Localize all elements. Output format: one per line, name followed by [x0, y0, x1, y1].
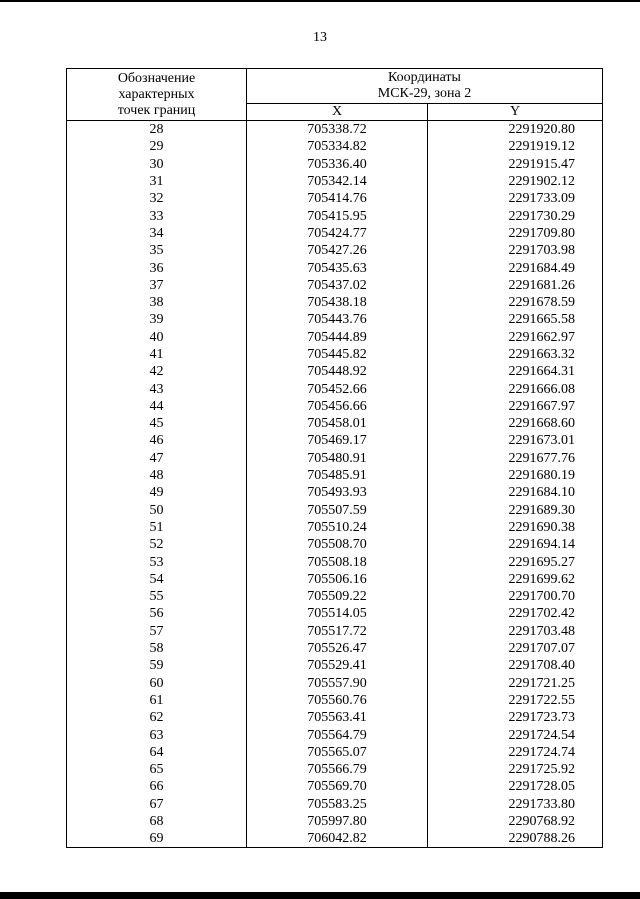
x-cell: 705480.91 [247, 450, 428, 467]
y-cell: 2291733.09 [428, 190, 603, 207]
table-row [67, 432, 603, 449]
x-cell: 705507.59 [247, 502, 428, 519]
x-cell: 705458.01 [247, 415, 428, 432]
table-row [67, 588, 603, 605]
y-cell: 2291684.10 [428, 484, 603, 501]
table-row [67, 242, 603, 259]
y-cell: 2291673.01 [428, 432, 603, 449]
x-cell: 705514.05 [247, 605, 428, 622]
table-row [67, 467, 603, 484]
point-cell: 65 [67, 761, 247, 778]
table-row [67, 156, 603, 173]
table-row [67, 640, 603, 657]
point-cell: 48 [67, 467, 247, 484]
x-cell: 705414.76 [247, 190, 428, 207]
point-cell: 39 [67, 311, 247, 328]
x-cell: 705557.90 [247, 675, 428, 692]
point-cell: 62 [67, 709, 247, 726]
table-row [67, 553, 603, 570]
table-row [67, 502, 603, 519]
y-cell: 2291707.07 [428, 640, 603, 657]
table-row [67, 277, 603, 294]
point-cell: 59 [67, 657, 247, 674]
y-cell: 2291919.12 [428, 138, 603, 155]
y-cell: 2291724.74 [428, 744, 603, 761]
point-cell: 53 [67, 553, 247, 570]
point-cell: 49 [67, 484, 247, 501]
y-cell: 2290788.26 [428, 830, 603, 848]
point-header-line-2: характерных [118, 86, 195, 102]
table-row [67, 571, 603, 588]
point-cell: 29 [67, 138, 247, 155]
x-cell: 705510.24 [247, 519, 428, 536]
point-header-line-3: точек границ [117, 102, 196, 118]
point-cell: 35 [67, 242, 247, 259]
y-cell: 2291677.76 [428, 450, 603, 467]
table-row [67, 415, 603, 432]
table-row [67, 657, 603, 674]
table-row [67, 259, 603, 276]
point-cell: 51 [67, 519, 247, 536]
y-cell: 2291703.48 [428, 623, 603, 640]
y-cell: 2291678.59 [428, 294, 603, 311]
point-cell: 50 [67, 502, 247, 519]
x-cell: 705469.17 [247, 432, 428, 449]
table-row [67, 190, 603, 207]
table-row [67, 709, 603, 726]
x-cell: 705437.02 [247, 277, 428, 294]
y-cell: 2291699.62 [428, 571, 603, 588]
x-cell: 705526.47 [247, 640, 428, 657]
point-cell: 64 [67, 744, 247, 761]
point-cell: 40 [67, 329, 247, 346]
y-cell: 2291733.80 [428, 796, 603, 813]
point-cell: 58 [67, 640, 247, 657]
x-cell: 705435.63 [247, 259, 428, 276]
y-cell: 2291668.60 [428, 415, 603, 432]
y-cell: 2291920.80 [428, 121, 603, 139]
point-cell: 42 [67, 363, 247, 380]
y-cell: 2291730.29 [428, 207, 603, 224]
y-cell: 2291725.92 [428, 761, 603, 778]
x-cell: 705508.70 [247, 536, 428, 553]
table-row [67, 519, 603, 536]
y-cell: 2291723.73 [428, 709, 603, 726]
x-cell: 705485.91 [247, 467, 428, 484]
point-cell: 52 [67, 536, 247, 553]
x-cell: 705509.22 [247, 588, 428, 605]
y-cell: 2291709.80 [428, 225, 603, 242]
table-row [67, 207, 603, 224]
point-cell: 38 [67, 294, 247, 311]
x-cell: 705508.18 [247, 553, 428, 570]
x-cell: 705566.79 [247, 761, 428, 778]
point-cell: 69 [67, 830, 247, 848]
table-row [67, 623, 603, 640]
point-cell: 66 [67, 778, 247, 795]
table-row [67, 294, 603, 311]
y-cell: 2291915.47 [428, 156, 603, 173]
x-cell: 705338.72 [247, 121, 428, 139]
x-cell: 705448.92 [247, 363, 428, 380]
x-cell: 705583.25 [247, 796, 428, 813]
x-cell: 705517.72 [247, 623, 428, 640]
coordinates-header-line-1: Координаты [388, 70, 461, 85]
table-row [67, 536, 603, 553]
y-cell: 2291708.40 [428, 657, 603, 674]
point-cell: 37 [67, 277, 247, 294]
y-cell: 2291663.32 [428, 346, 603, 363]
point-cell: 44 [67, 398, 247, 415]
table-header [67, 69, 603, 121]
y-cell: 2291667.97 [428, 398, 603, 415]
x-cell: 705336.40 [247, 156, 428, 173]
table-row [67, 311, 603, 328]
table-body [67, 121, 603, 848]
point-column-header [67, 69, 247, 121]
table-row [67, 778, 603, 795]
point-cell: 63 [67, 726, 247, 743]
point-cell: 43 [67, 380, 247, 397]
x-cell: 705415.95 [247, 207, 428, 224]
x-cell: 705334.82 [247, 138, 428, 155]
table-row [67, 675, 603, 692]
table-row [67, 121, 603, 139]
point-cell: 68 [67, 813, 247, 830]
table-row [67, 398, 603, 415]
y-cell: 2291665.58 [428, 311, 603, 328]
coordinates-header-line-2: МСК-29, зона 2 [377, 86, 472, 101]
x-cell: 705563.41 [247, 709, 428, 726]
x-cell: 705342.14 [247, 173, 428, 190]
x-cell: 705443.76 [247, 311, 428, 328]
y-cell: 2291728.05 [428, 778, 603, 795]
x-cell: 705565.07 [247, 744, 428, 761]
point-cell: 47 [67, 450, 247, 467]
point-header-line-1: Обозначение [117, 70, 196, 86]
table-row [67, 813, 603, 830]
x-cell: 705569.70 [247, 778, 428, 795]
y-cell: 2291680.19 [428, 467, 603, 484]
x-cell: 705456.66 [247, 398, 428, 415]
scan-edge-top [0, 0, 640, 2]
y-cell: 2291690.38 [428, 519, 603, 536]
x-cell: 705506.16 [247, 571, 428, 588]
point-cell: 55 [67, 588, 247, 605]
table-row [67, 744, 603, 761]
table-row [67, 450, 603, 467]
y-cell: 2291664.31 [428, 363, 603, 380]
point-cell: 60 [67, 675, 247, 692]
point-cell: 46 [67, 432, 247, 449]
y-cell: 2290768.92 [428, 813, 603, 830]
point-cell: 67 [67, 796, 247, 813]
x-cell: 705529.41 [247, 657, 428, 674]
point-cell: 28 [67, 121, 247, 139]
y-cell: 2291694.14 [428, 536, 603, 553]
point-cell: 56 [67, 605, 247, 622]
point-cell: 32 [67, 190, 247, 207]
table-row [67, 225, 603, 242]
y-cell: 2291902.12 [428, 173, 603, 190]
table-row [67, 726, 603, 743]
table-row [67, 363, 603, 380]
x-cell: 705424.77 [247, 225, 428, 242]
point-cell: 34 [67, 225, 247, 242]
table-row [67, 605, 603, 622]
x-cell: 706042.82 [247, 830, 428, 848]
y-cell: 2291724.54 [428, 726, 603, 743]
point-cell: 61 [67, 692, 247, 709]
y-cell: 2291666.08 [428, 380, 603, 397]
table-row [67, 761, 603, 778]
point-cell: 31 [67, 173, 247, 190]
x-cell: 705564.79 [247, 726, 428, 743]
point-cell: 41 [67, 346, 247, 363]
x-cell: 705997.80 [247, 813, 428, 830]
table-row [67, 173, 603, 190]
x-column-header: X [247, 104, 428, 121]
x-cell: 705427.26 [247, 242, 428, 259]
table-row [67, 329, 603, 346]
coordinates-table [66, 68, 603, 848]
x-cell: 705438.18 [247, 294, 428, 311]
table-row [67, 830, 603, 848]
table-row [67, 346, 603, 363]
point-cell: 45 [67, 415, 247, 432]
x-cell: 705493.93 [247, 484, 428, 501]
y-cell: 2291681.26 [428, 277, 603, 294]
y-cell: 2291684.49 [428, 259, 603, 276]
y-cell: 2291702.42 [428, 605, 603, 622]
point-cell: 33 [67, 207, 247, 224]
y-cell: 2291662.97 [428, 329, 603, 346]
scan-edge-bottom [0, 892, 640, 899]
x-cell: 705444.89 [247, 329, 428, 346]
table-row [67, 796, 603, 813]
y-cell: 2291695.27 [428, 553, 603, 570]
y-cell: 2291722.55 [428, 692, 603, 709]
page-number: 13 [313, 30, 327, 45]
y-cell: 2291721.25 [428, 675, 603, 692]
point-cell: 57 [67, 623, 247, 640]
table-row [67, 138, 603, 155]
table-row [67, 380, 603, 397]
coordinates-header [247, 69, 603, 104]
table-row [67, 484, 603, 501]
point-cell: 36 [67, 259, 247, 276]
point-cell: 54 [67, 571, 247, 588]
y-column-header: Y [428, 104, 603, 121]
y-cell: 2291703.98 [428, 242, 603, 259]
point-cell: 30 [67, 156, 247, 173]
x-cell: 705452.66 [247, 380, 428, 397]
y-cell: 2291689.30 [428, 502, 603, 519]
x-cell: 705560.76 [247, 692, 428, 709]
table-row [67, 692, 603, 709]
y-cell: 2291700.70 [428, 588, 603, 605]
x-cell: 705445.82 [247, 346, 428, 363]
